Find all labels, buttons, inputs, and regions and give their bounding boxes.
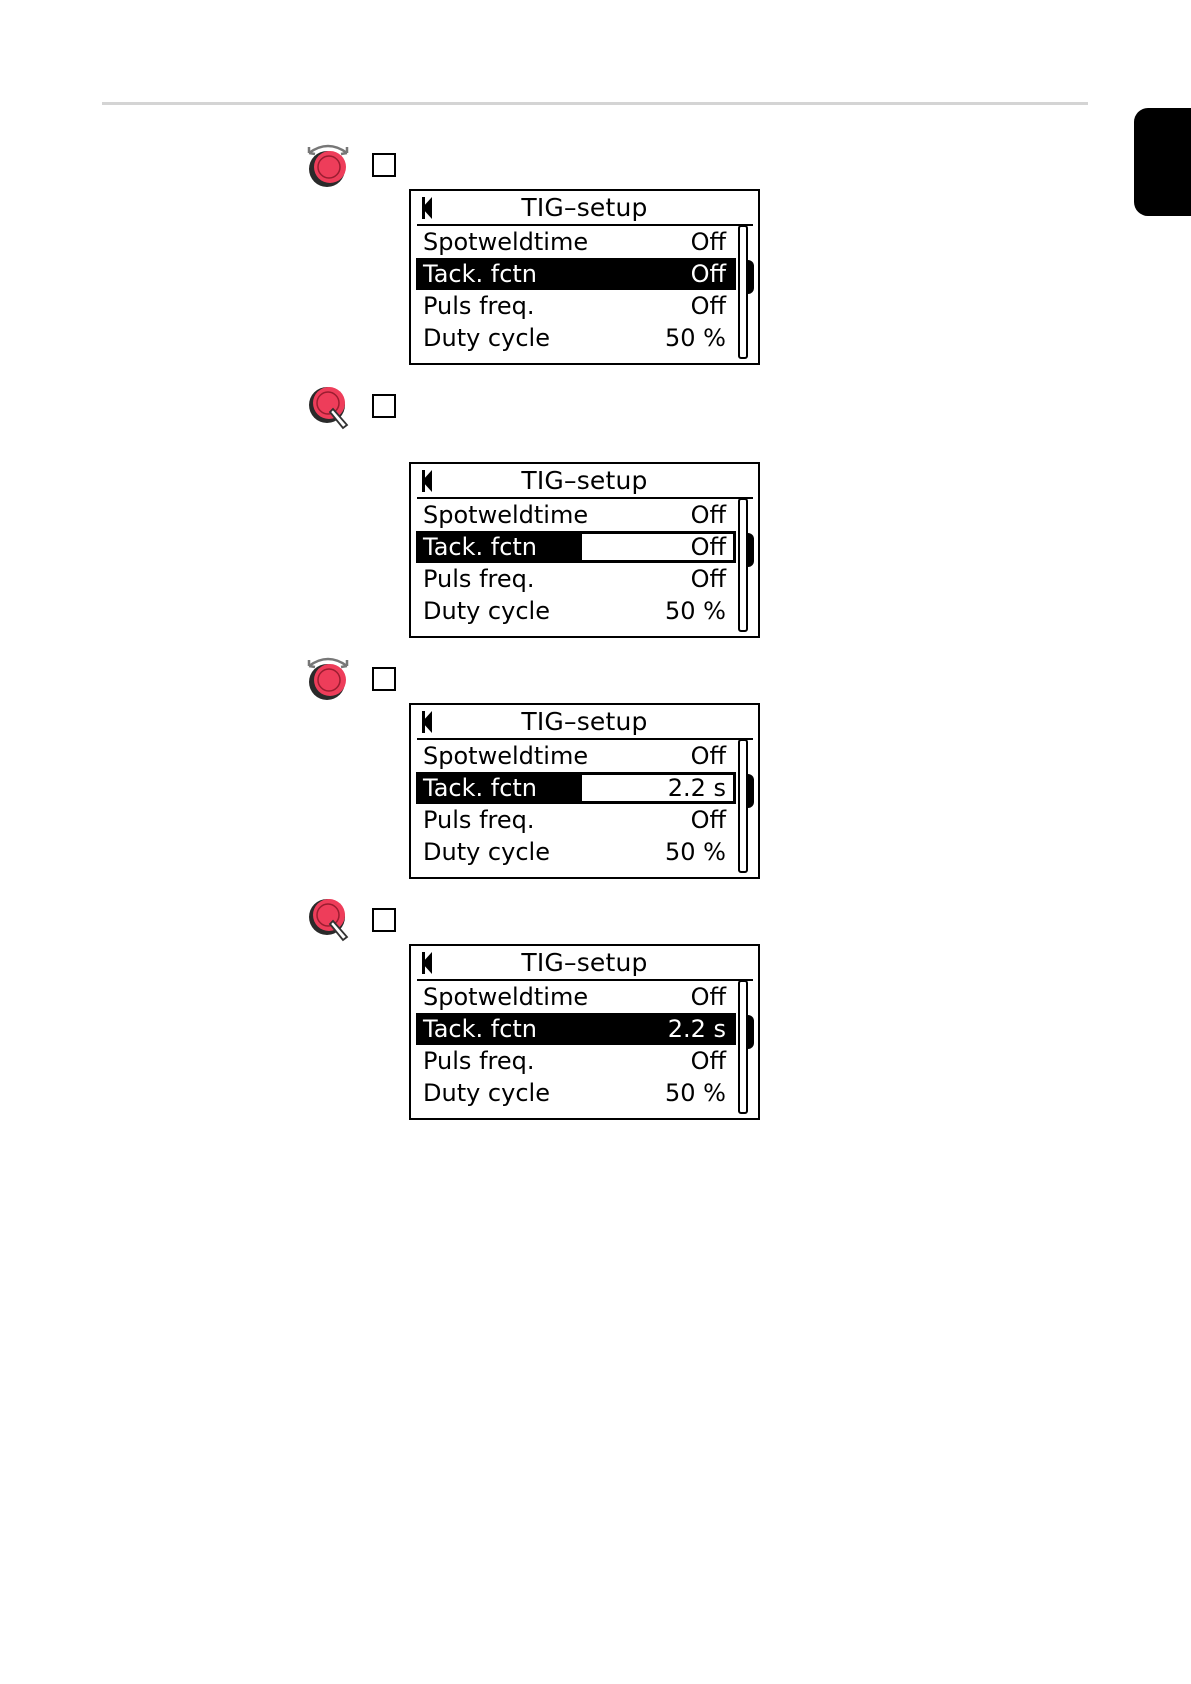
row-value: 50 %: [665, 324, 726, 352]
lcd-screen: [409, 703, 760, 879]
screen-title: TIG–setup: [521, 948, 648, 977]
press-knob-icon: [303, 893, 353, 943]
row-label: Spotweldtime: [423, 228, 589, 256]
step-checkbox[interactable]: [372, 153, 396, 177]
menu-row-puls-freq[interactable]: [416, 1045, 736, 1077]
menu-row-spotweldtime[interactable]: [416, 740, 736, 772]
scrollbar-thumb[interactable]: [746, 774, 754, 808]
row-value: Off: [690, 742, 726, 770]
row-value: Off: [690, 501, 726, 529]
row-label: Puls freq.: [423, 1047, 535, 1075]
row-label: Spotweldtime: [423, 983, 589, 1011]
row-label: Duty cycle: [423, 838, 550, 866]
lcd-screen: [409, 189, 760, 365]
menu-row-duty-cycle[interactable]: [416, 322, 736, 354]
rotate-knob-icon: [303, 652, 353, 702]
row-value: 50 %: [665, 597, 726, 625]
menu-row-puls-freq[interactable]: [416, 563, 736, 595]
row-value: Off: [690, 983, 726, 1011]
screen-title: TIG–setup: [521, 193, 648, 222]
header-rule: [102, 102, 1088, 105]
menu-row-spotweldtime[interactable]: [416, 981, 736, 1013]
row-value: Off: [690, 565, 726, 593]
step-checkbox[interactable]: [372, 394, 396, 418]
menu-row-spotweldtime[interactable]: [416, 226, 736, 258]
menu-row-tack-fctn[interactable]: [416, 258, 736, 290]
menu-row-tack-fctn[interactable]: [416, 531, 736, 563]
row-label: Tack. fctn: [423, 260, 538, 288]
row-value: 2.2 s: [667, 774, 726, 802]
row-value: 50 %: [665, 1079, 726, 1107]
row-value: Off: [690, 292, 726, 320]
row-value: Off: [690, 533, 726, 561]
row-label: Spotweldtime: [423, 501, 589, 529]
menu-row-duty-cycle[interactable]: [416, 595, 736, 627]
screen-title: TIG–setup: [521, 466, 648, 495]
row-label: Puls freq.: [423, 565, 535, 593]
scrollbar-thumb[interactable]: [746, 1015, 754, 1049]
scrollbar-thumb[interactable]: [746, 533, 754, 567]
row-label: Tack. fctn: [423, 774, 538, 802]
row-label: Puls freq.: [423, 292, 535, 320]
row-label: Spotweldtime: [423, 742, 589, 770]
row-value: Off: [690, 1047, 726, 1075]
row-label: Tack. fctn: [423, 1015, 538, 1043]
row-value: 2.2 s: [667, 1015, 726, 1043]
menu-row-duty-cycle[interactable]: [416, 836, 736, 868]
row-label: Tack. fctn: [423, 533, 538, 561]
row-label: Duty cycle: [423, 1079, 550, 1107]
menu-row-puls-freq[interactable]: [416, 804, 736, 836]
lcd-screen: [409, 462, 760, 638]
row-label: Duty cycle: [423, 597, 550, 625]
row-value: 50 %: [665, 838, 726, 866]
step-checkbox[interactable]: [372, 908, 396, 932]
chapter-tab: [1134, 108, 1191, 216]
menu-row-puls-freq[interactable]: [416, 290, 736, 322]
menu-row-duty-cycle[interactable]: [416, 1077, 736, 1109]
press-knob-icon: [303, 381, 353, 431]
scrollbar-thumb[interactable]: [746, 260, 754, 294]
menu-row-tack-fctn[interactable]: [416, 1013, 736, 1045]
menu-row-spotweldtime[interactable]: [416, 499, 736, 531]
row-label: Duty cycle: [423, 324, 550, 352]
row-value: Off: [690, 806, 726, 834]
row-value: Off: [690, 260, 726, 288]
row-value: Off: [690, 228, 726, 256]
row-label: Puls freq.: [423, 806, 535, 834]
lcd-screen: [409, 944, 760, 1120]
screen-title: TIG–setup: [521, 707, 648, 736]
rotate-knob-icon: [303, 139, 353, 189]
menu-row-tack-fctn[interactable]: [416, 772, 736, 804]
step-checkbox[interactable]: [372, 667, 396, 691]
